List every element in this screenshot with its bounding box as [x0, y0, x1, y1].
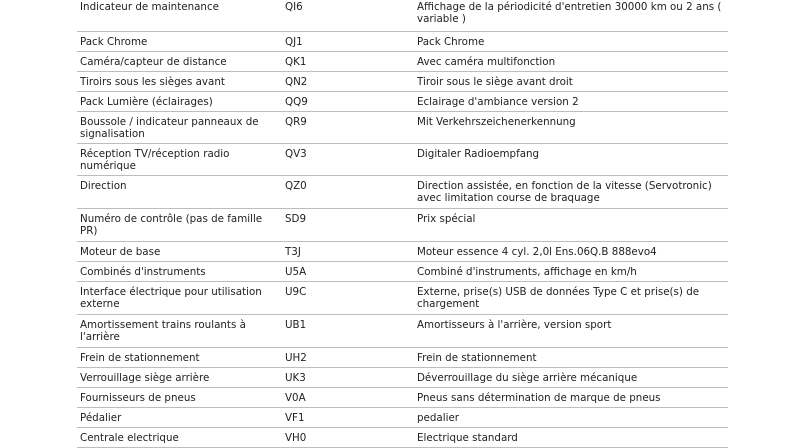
option-code-cell: U9C [282, 282, 414, 315]
option-label-cell: Amortissement trains roulants à l'arrière [77, 315, 282, 348]
option-description-cell: Amortisseurs à l'arrière, version sport [414, 315, 728, 348]
option-description-cell: Electrique standard [414, 428, 728, 448]
option-code-cell: QQ9 [282, 92, 414, 112]
table-row [77, 209, 728, 242]
option-code-cell: UB1 [282, 315, 414, 348]
option-label-cell: Pack Lumière (éclairages) [77, 92, 282, 112]
option-label-cell: Fournisseurs de pneus [77, 388, 282, 408]
option-code-cell: UK3 [282, 368, 414, 388]
table-row [77, 176, 728, 209]
option-code-cell: QR9 [282, 112, 414, 144]
table-row [77, 428, 728, 448]
option-description-cell: Prix spécial [414, 209, 728, 242]
option-code-cell: UH2 [282, 348, 414, 368]
option-code-cell: QV3 [282, 144, 414, 176]
option-label-cell: Direction [77, 176, 282, 209]
option-description-cell: pedalier [414, 408, 728, 428]
option-label-cell: Réception TV/réception radio numérique [77, 144, 282, 176]
option-description-cell: Externe, prise(s) USB de données Type C et prise(s) de chargement [414, 282, 728, 315]
option-label-cell: Caméra/capteur de distance [77, 52, 282, 72]
table-row [77, 92, 728, 112]
option-label-cell: Frein de stationnement [77, 348, 282, 368]
table-row [77, 388, 728, 408]
table-row [77, 144, 728, 176]
table-row [77, 262, 728, 282]
option-description-cell: Digitaler Radioempfang [414, 144, 728, 176]
option-label-cell: Verrouillage siège arrière [77, 368, 282, 388]
option-label-cell: Boussole / indicateur panneaux de signalisation [77, 112, 282, 144]
option-label-cell: Centrale electrique [77, 428, 282, 448]
option-label-cell: Moteur de base [77, 242, 282, 262]
option-label-cell: Numéro de contrôle (pas de famille PR) [77, 209, 282, 242]
option-description-cell: Moteur essence 4 cyl. 2,0l Ens.06Q.B 888evo4 [414, 242, 728, 262]
equipment-table [77, 0, 728, 448]
option-description-cell: Combiné d'instruments, affichage en km/h [414, 262, 728, 282]
option-label-cell: Indicateur de maintenance [77, 0, 282, 32]
option-description-cell: Eclairage d'ambiance version 2 [414, 92, 728, 112]
table-row [77, 368, 728, 388]
option-label-cell: Pédalier [77, 408, 282, 428]
option-description-cell: Pneus sans détermination de marque de pneus [414, 388, 728, 408]
option-label-cell: Pack Chrome [77, 32, 282, 52]
option-code-cell: QI6 [282, 0, 414, 32]
option-description-cell: Pack Chrome [414, 32, 728, 52]
option-description-cell: Déverrouillage du siège arrière mécanique [414, 368, 728, 388]
option-label-cell: Combinés d'instruments [77, 262, 282, 282]
option-code-cell: VH0 [282, 428, 414, 448]
option-description-cell: Direction assistée, en fonction de la vitesse (Servotronic) avec limitation course de braquage [414, 176, 728, 209]
option-code-cell: SD9 [282, 209, 414, 242]
option-code-cell: V0A [282, 388, 414, 408]
table-row [77, 408, 728, 428]
table-row [77, 0, 728, 32]
table-row [77, 72, 728, 92]
option-code-cell: QK1 [282, 52, 414, 72]
option-code-cell: QZ0 [282, 176, 414, 209]
option-description-cell: Mit Verkehrszeichenerkennung [414, 112, 728, 144]
table-row [77, 242, 728, 262]
table-row [77, 32, 728, 52]
option-code-cell: T3J [282, 242, 414, 262]
option-description-cell: Affichage de la périodicité d'entretien 30000 km ou 2 ans ( variable ) [414, 0, 728, 32]
table-row [77, 348, 728, 368]
table-row [77, 112, 728, 144]
option-code-cell: QJ1 [282, 32, 414, 52]
table-row [77, 282, 728, 315]
option-description-cell: Frein de stationnement [414, 348, 728, 368]
option-code-cell: QN2 [282, 72, 414, 92]
option-description-cell: Avec caméra multifonction [414, 52, 728, 72]
table-row [77, 52, 728, 72]
option-label-cell: Tiroirs sous les sièges avant [77, 72, 282, 92]
option-label-cell: Interface électrique pour utilisation externe [77, 282, 282, 315]
table-row [77, 315, 728, 348]
option-description-cell: Tiroir sous le siège avant droit [414, 72, 728, 92]
equipment-table-body [77, 0, 728, 448]
option-code-cell: U5A [282, 262, 414, 282]
option-code-cell: VF1 [282, 408, 414, 428]
